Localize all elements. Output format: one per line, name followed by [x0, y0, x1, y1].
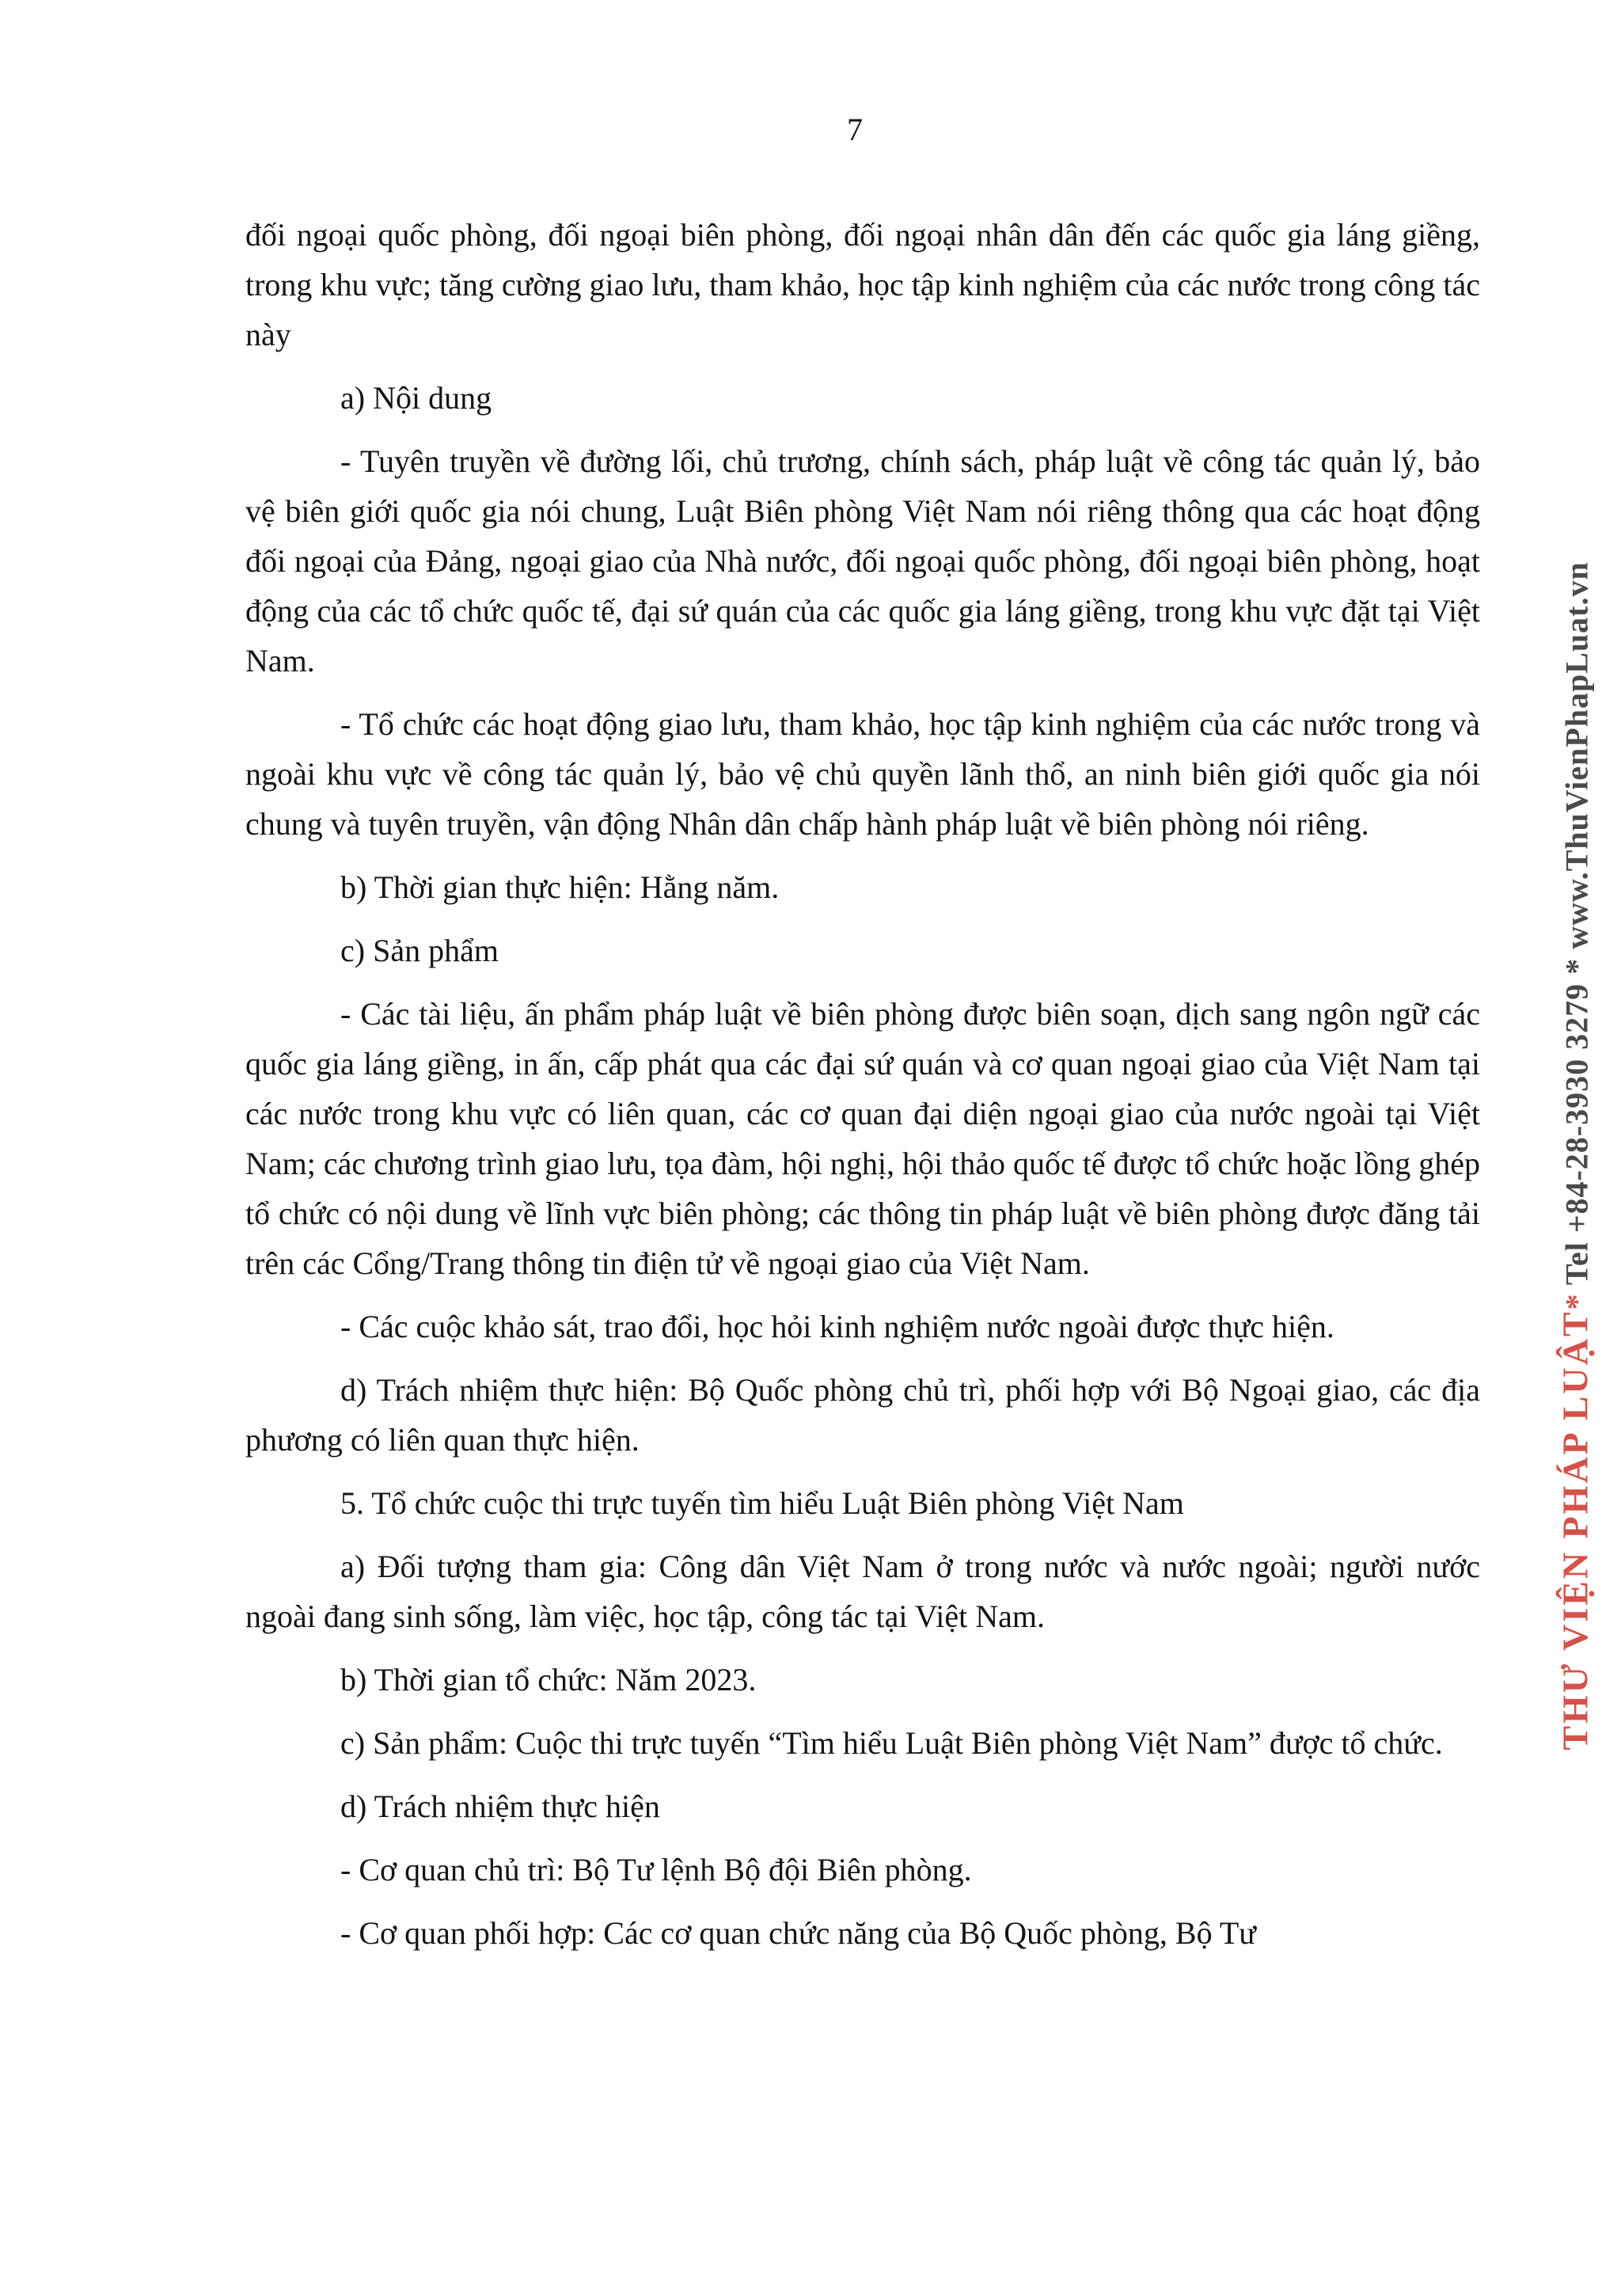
watermark-separator: *	[1558, 1293, 1595, 1310]
paragraph: - Tuyên truyền về đường lối, chủ trương, chính sách, pháp luật về công tác quản lý, bảo vệ biên giới quốc gia nói chung, Luật Biên phòng Việt Nam nói riêng thông qua các hoạt động đối ngoại của Đảng, ngoại giao của Nhà nước, đối ngoại quốc phòng, đối ngoại biên phòng, hoạt động của các tổ chức quốc tế, đại sứ quán của các quốc gia láng giềng, trong khu vực đặt tại Việt Nam.	[245, 443, 1480, 679]
paragraph: - Tổ chức các hoạt động giao lưu, tham khảo, học tập kinh nghiệm của các nước trong và ngoài khu vực về công tác quản lý, bảo vệ chủ quyền lãnh thổ, an ninh biên giới quốc gia nói chung và tuyên truyền, vận động Nhân dân chấp hành pháp luật về biên phòng nói riêng.	[245, 706, 1480, 842]
paragraph: a) Đối tượng tham gia: Công dân Việt Nam ở trong nước và nước ngoài; người nước ngoài đang sinh sống, làm việc, học tập, công tác tại Việt Nam.	[245, 1549, 1480, 1634]
watermark-brand: THƯ VIỆN PHÁP LUẬT	[1555, 1310, 1596, 1751]
paragraph: b) Thời gian tổ chức: Năm 2023.	[340, 1662, 757, 1697]
paragraph: đối ngoại quốc phòng, đối ngoại biên phòng, đối ngoại nhân dân đến các quốc gia láng giềng, trong khu vực; tăng cường giao lưu, tham khảo, học tập kinh nghiệm của các nước trong công tác này	[245, 217, 1480, 352]
paragraph: b) Thời gian thực hiện: Hằng năm.	[340, 869, 780, 905]
paragraph: c) Sản phẩm	[340, 933, 499, 968]
paragraph: - Cơ quan phối hợp: Các cơ quan chức năng của Bộ Quốc phòng, Bộ Tư	[340, 1915, 1256, 1951]
watermark-tel: Tel +84-28-3930 3279	[1558, 983, 1595, 1286]
paragraph: d) Trách nhiệm thực hiện: Bộ Quốc phòng chủ trì, phối hợp với Bộ Ngoại giao, các địa phương có liên quan thực hiện.	[245, 1372, 1480, 1458]
paragraph: a) Nội dung	[340, 380, 492, 416]
watermark-website: www.ThuVienPhapLuat.vn	[1558, 561, 1595, 949]
paragraph: - Các cuộc khảo sát, trao đổi, học hỏi kinh nghiệm nước ngoài được thực hiện.	[340, 1309, 1334, 1344]
paragraph: d) Trách nhiệm thực hiện	[340, 1789, 660, 1824]
document-body	[245, 210, 1480, 1971]
page-number: 7	[847, 112, 863, 147]
side-watermark	[1555, 561, 1596, 1750]
paragraph: c) Sản phẩm: Cuộc thi trực tuyến “Tìm hiểu Luật Biên phòng Việt Nam” được tổ chức.	[340, 1725, 1443, 1761]
paragraph: - Cơ quan chủ trì: Bộ Tư lệnh Bộ đội Biên phòng.	[340, 1852, 972, 1887]
paragraph: - Các tài liệu, ấn phẩm pháp luật về biên phòng được biên soạn, dịch sang ngôn ngữ các quốc gia láng giềng, in ấn, cấp phát qua các đại sứ quán và cơ quan ngoại giao của Việt Nam tại các nước trong khu vực có liên quan, các cơ quan đại diện ngoại giao của nước ngoài tại Việt Nam; các chương trình giao lưu, tọa đàm, hội nghị, hội thảo quốc tế được tổ chức hoặc lồng ghép tổ chức có nội dung về lĩnh vực biên phòng; các thông tin pháp luật về biên phòng được đăng tải trên các Cổng/Trang thông tin điện tử về ngoại giao của Việt Nam.	[245, 996, 1480, 1281]
watermark-separator-2: *	[1558, 957, 1595, 975]
paragraph: 5. Tổ chức cuộc thi trực tuyến tìm hiểu Luật Biên phòng Việt Nam	[340, 1485, 1184, 1521]
